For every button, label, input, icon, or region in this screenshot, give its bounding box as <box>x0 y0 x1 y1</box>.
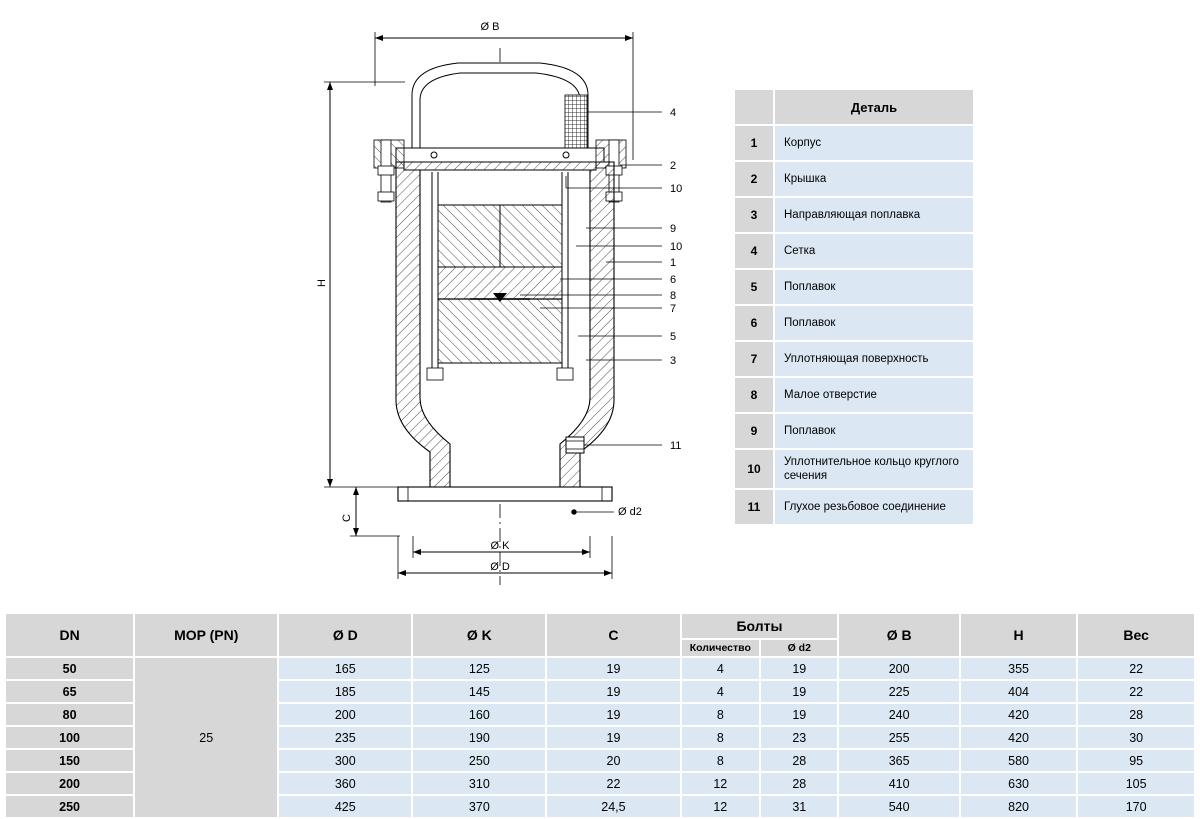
cell-weight: 22 <box>1077 657 1195 680</box>
callout-10a: 10 <box>670 183 683 195</box>
part-number: 6 <box>734 305 774 341</box>
col-bolt-diam: Ø d2 <box>760 639 838 657</box>
parts-table-header <box>734 89 974 125</box>
cell-diam-b: 365 <box>838 749 959 772</box>
part-number: 8 <box>734 377 774 413</box>
cell-c: 24,5 <box>546 795 680 818</box>
cell-bolt-diam: 28 <box>760 749 838 772</box>
callout-2: 2 <box>670 160 677 172</box>
table-row <box>734 449 974 489</box>
cell-diam-k: 145 <box>412 680 546 703</box>
cell-bolt-qty: 8 <box>681 749 761 772</box>
callout-7: 7 <box>670 303 677 315</box>
callout-1: 1 <box>670 257 677 269</box>
part-name: Поплавок <box>774 413 974 449</box>
callout-8: 8 <box>670 290 677 302</box>
valve-cross-section-drawing <box>0 0 720 600</box>
dimension-table-header <box>5 613 1195 639</box>
cell-diam-d: 235 <box>278 726 412 749</box>
cell-bolt-qty: 12 <box>681 795 761 818</box>
cell-c: 19 <box>546 657 680 680</box>
part-number: 4 <box>734 233 774 269</box>
cell-h: 420 <box>960 726 1078 749</box>
callout-4: 4 <box>670 107 677 119</box>
table-row <box>734 341 974 377</box>
col-bolt-qty: Количество <box>681 639 761 657</box>
callout-11: 11 <box>670 440 682 452</box>
cell-h: 355 <box>960 657 1078 680</box>
cell-bolt-qty: 8 <box>681 726 761 749</box>
table-row <box>734 197 974 233</box>
col-dn: DN <box>5 613 134 657</box>
cell-bolt-qty: 4 <box>681 657 761 680</box>
cell-weight: 30 <box>1077 726 1195 749</box>
cell-bolt-diam: 28 <box>760 772 838 795</box>
part-name: Глухое резьбовое соединение <box>774 489 974 525</box>
cell-diam-d: 200 <box>278 703 412 726</box>
cell-mop: 25 <box>134 657 278 818</box>
part-number: 3 <box>734 197 774 233</box>
callout-10b: 10 <box>670 241 683 253</box>
cell-dn: 200 <box>5 772 134 795</box>
cell-diam-b: 200 <box>838 657 959 680</box>
cell-diam-k: 160 <box>412 703 546 726</box>
part-number: 9 <box>734 413 774 449</box>
part-name: Уплотнительное кольцо круглого сечения <box>774 449 974 489</box>
cell-bolt-diam: 23 <box>760 726 838 749</box>
cell-diam-b: 225 <box>838 680 959 703</box>
table-row <box>734 125 974 161</box>
cell-h: 420 <box>960 703 1078 726</box>
cell-bolt-qty: 4 <box>681 680 761 703</box>
cell-bolt-diam: 19 <box>760 657 838 680</box>
table-row <box>734 269 974 305</box>
part-name: Направляющая поплавка <box>774 197 974 233</box>
cell-c: 19 <box>546 703 680 726</box>
drawing-svg <box>0 0 720 600</box>
cell-h: 580 <box>960 749 1078 772</box>
col-diam-b: Ø B <box>838 613 959 657</box>
cell-bolt-diam: 31 <box>760 795 838 818</box>
cell-dn: 100 <box>5 726 134 749</box>
col-weight: Вес <box>1077 613 1195 657</box>
cell-dn: 65 <box>5 680 134 703</box>
callout-5: 5 <box>670 331 677 343</box>
cell-bolt-diam: 19 <box>760 703 838 726</box>
cell-weight: 170 <box>1077 795 1195 818</box>
cell-c: 20 <box>546 749 680 772</box>
label-height-c: C <box>341 514 353 522</box>
part-number: 2 <box>734 161 774 197</box>
label-diam-b: Ø B <box>480 21 500 33</box>
cell-diam-b: 240 <box>838 703 959 726</box>
cell-diam-d: 185 <box>278 680 412 703</box>
cell-weight: 22 <box>1077 680 1195 703</box>
cell-diam-b: 410 <box>838 772 959 795</box>
cell-diam-d: 300 <box>278 749 412 772</box>
col-mop: MOP (PN) <box>134 613 278 657</box>
table-row <box>734 233 974 269</box>
part-number: 10 <box>734 449 774 489</box>
part-name: Сетка <box>774 233 974 269</box>
parts-header-blank <box>734 89 774 125</box>
table-row <box>734 161 974 197</box>
cell-c: 19 <box>546 726 680 749</box>
label-diam-d: Ø D <box>490 561 510 573</box>
label-height-h: H <box>316 279 328 287</box>
col-diam-d: Ø D <box>278 613 412 657</box>
cell-diam-d: 360 <box>278 772 412 795</box>
col-bolts-group: Болты <box>681 613 839 639</box>
cell-dn: 80 <box>5 703 134 726</box>
cell-bolt-qty: 8 <box>681 703 761 726</box>
cell-dn: 50 <box>5 657 134 680</box>
part-name: Крышка <box>774 161 974 197</box>
cell-diam-k: 190 <box>412 726 546 749</box>
part-name: Корпус <box>774 125 974 161</box>
cell-diam-k: 370 <box>412 795 546 818</box>
cell-c: 19 <box>546 680 680 703</box>
cell-weight: 28 <box>1077 703 1195 726</box>
callout-6: 6 <box>670 274 677 286</box>
cell-weight: 95 <box>1077 749 1195 772</box>
label-diam-k: Ø K <box>490 540 510 552</box>
cell-diam-b: 540 <box>838 795 959 818</box>
part-number: 1 <box>734 125 774 161</box>
cell-dn: 150 <box>5 749 134 772</box>
table-row <box>734 305 974 341</box>
cell-dn: 250 <box>5 795 134 818</box>
col-h: H <box>960 613 1078 657</box>
cell-diam-d: 425 <box>278 795 412 818</box>
dimension-table <box>4 612 1196 819</box>
parts-header-title: Деталь <box>774 89 974 125</box>
part-number: 11 <box>734 489 774 525</box>
cell-diam-d: 165 <box>278 657 412 680</box>
part-name: Малое отверстие <box>774 377 974 413</box>
cell-weight: 105 <box>1077 772 1195 795</box>
table-row <box>734 377 974 413</box>
col-diam-k: Ø K <box>412 613 546 657</box>
part-number: 5 <box>734 269 774 305</box>
cell-diam-k: 125 <box>412 657 546 680</box>
cell-diam-b: 255 <box>838 726 959 749</box>
callout-9: 9 <box>670 223 677 235</box>
part-name: Поплавок <box>774 269 974 305</box>
part-name: Поплавок <box>774 305 974 341</box>
parts-table <box>733 88 975 526</box>
cell-h: 820 <box>960 795 1078 818</box>
table-row <box>5 657 1195 680</box>
part-number: 7 <box>734 341 774 377</box>
col-c: C <box>546 613 680 657</box>
cell-bolt-diam: 19 <box>760 680 838 703</box>
table-row <box>734 489 974 525</box>
table-row <box>734 413 974 449</box>
cell-diam-k: 310 <box>412 772 546 795</box>
cell-diam-k: 250 <box>412 749 546 772</box>
label-diam-d2: Ø d2 <box>618 506 642 518</box>
callout-3: 3 <box>670 355 677 367</box>
cell-h: 630 <box>960 772 1078 795</box>
cell-bolt-qty: 12 <box>681 772 761 795</box>
cell-c: 22 <box>546 772 680 795</box>
part-name: Уплотняющая поверхность <box>774 341 974 377</box>
cell-h: 404 <box>960 680 1078 703</box>
